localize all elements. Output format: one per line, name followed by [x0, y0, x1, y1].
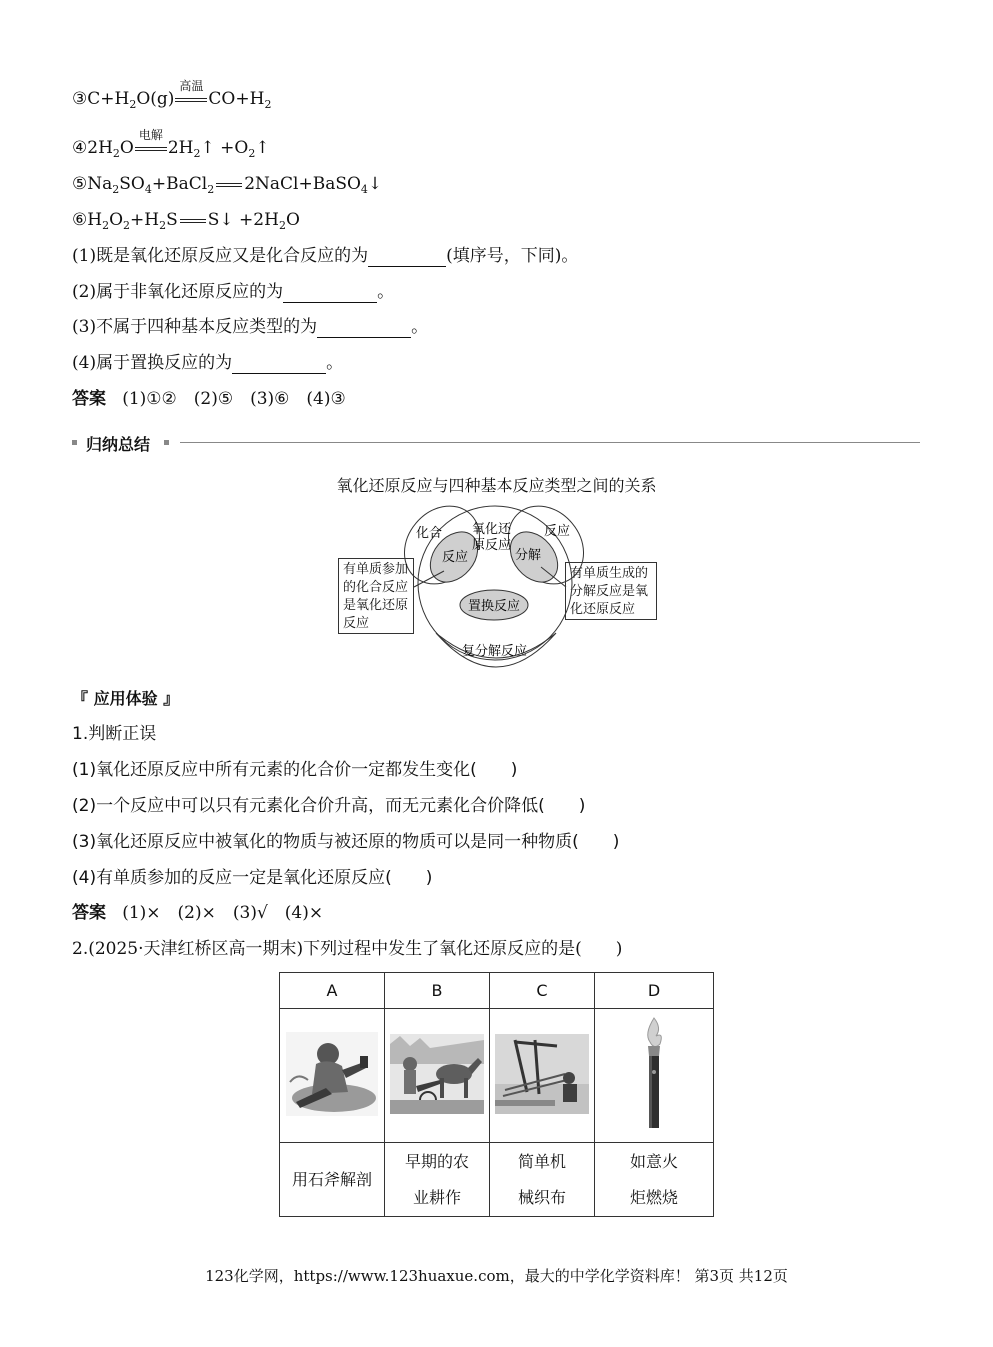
stone-axe-illustration [286, 1032, 378, 1116]
question-4: (4)属于置换反应的为 。 [72, 353, 344, 373]
option-image-cell [280, 1009, 385, 1143]
answer-label: 答案 [72, 389, 106, 409]
loom-illustration [495, 1034, 589, 1114]
equation-6: $⑥H_2O_2+H_2S$ S↓ $+2H_2O$ [72, 210, 300, 232]
equals-sign [178, 215, 208, 227]
plowing-illustration [390, 1034, 484, 1114]
practice-q1-title: 1.判断正误 [72, 724, 157, 744]
right-note-line: 有单质生成的 [570, 566, 649, 581]
left-note-line: 是氧化还原 [343, 598, 409, 613]
redox-label-line2: 原反应 [472, 538, 512, 553]
practice-heading: 『 应用体验 』 [72, 689, 180, 708]
judgement-item-4: (4)有单质参加的反应一定是氧化还原反应( ) [72, 868, 433, 888]
option-c-caption: 简单机 械织布 [490, 1143, 595, 1217]
equation-5: $⑤Na_2SO_4+BaCl_2$ 2NaCl+BaSO$_4$↓ [72, 174, 383, 196]
judgement-item-3: (3)氧化还原反应中被氧化的物质与被还原的物质可以是同一种物质( ) [72, 832, 620, 852]
option-image-cell [490, 1009, 595, 1143]
condition-arrow: 高温 [174, 93, 208, 107]
left-note-line: 反应 [343, 616, 370, 631]
answer-blank[interactable] [283, 284, 377, 303]
summary-section-header [72, 432, 920, 454]
decomposition-label-bottom: 分解 [515, 548, 542, 563]
option-image-cell [595, 1009, 714, 1143]
option-d-caption: 如意火 炬燃烧 [595, 1143, 714, 1217]
answer-blank[interactable] [232, 355, 326, 374]
decomposition-label-top: 反应 [544, 524, 571, 539]
practice-q2-title: 2.(2025·天津红桥区高一期末)下列过程中发生了氧化还原反应的是( ) [72, 939, 623, 959]
option-letter: C [490, 973, 595, 1009]
options-table [279, 972, 714, 1217]
question-2: (2)属于非氧化还原反应的为 。 [72, 282, 395, 302]
answer-label: 答案 [72, 903, 106, 923]
right-note-box [565, 562, 657, 620]
option-letter: A [280, 973, 385, 1009]
right-note-line: 化还原反应 [570, 602, 636, 617]
answer-line-2: 答案 (1)× (2)× (3)√ (4)× [72, 903, 324, 923]
redox-label-line1: 氧化还 [472, 522, 512, 537]
left-note-line: 的化合反应 [343, 580, 409, 595]
summary-heading: 归纳总结 [86, 435, 151, 454]
option-letter: B [385, 973, 490, 1009]
answer-blank[interactable] [317, 319, 411, 338]
section-divider [180, 442, 920, 443]
combination-label-bottom: 反应 [442, 550, 469, 565]
answer-blank[interactable] [368, 248, 446, 267]
diagram-title: 氧化还原反应与四种基本反应类型之间的关系 [336, 476, 657, 495]
judgement-item-1: (1)氧化还原反应中所有元素的化合价一定都发生变化( ) [72, 760, 518, 780]
equation-4: $④2H_2O$ 电解 $2H_2↑$ $+O_2↑$ [72, 127, 270, 160]
double-decomposition-label: 复分解反应 [462, 644, 528, 659]
combination-label-top: 化合 [416, 526, 443, 541]
left-note-box [338, 558, 414, 634]
option-b-caption: 早期的农 业耕作 [385, 1143, 490, 1217]
square-bullet-icon [72, 440, 77, 445]
question-1: (1)既是氧化还原反应又是化合反应的为 (填序号，下同)。 [72, 246, 579, 266]
equation-3: $③C+H_2O(g)$ 高温 $CO+H_2$ [72, 78, 272, 111]
left-note-line: 有单质参加 [343, 562, 409, 577]
square-bullet-icon [164, 440, 169, 445]
option-image-cell [385, 1009, 490, 1143]
replacement-label: 置换反应 [468, 599, 521, 614]
page-footer: 123化学网，https://www.123huaxue.com，最大的中学化学资料库！ 第3页 共12页 [205, 1267, 788, 1285]
option-a-caption: 用石斧解剖 [280, 1143, 385, 1217]
right-note-line: 分解反应是氧 [570, 584, 649, 599]
equals-sign [214, 179, 244, 191]
answer-line-1: 答案 (1)①② (2)⑤ (3)⑥ (4)③ [72, 389, 346, 409]
judgement-item-2: (2)一个反应中可以只有元素化合价升高，而无元素化合价降低( ) [72, 796, 586, 816]
option-letter: D [595, 973, 714, 1009]
question-3: (3)不属于四种基本反应类型的为 。 [72, 317, 429, 337]
condition-arrow: 电解 [134, 142, 168, 156]
torch-illustration [634, 1016, 674, 1132]
